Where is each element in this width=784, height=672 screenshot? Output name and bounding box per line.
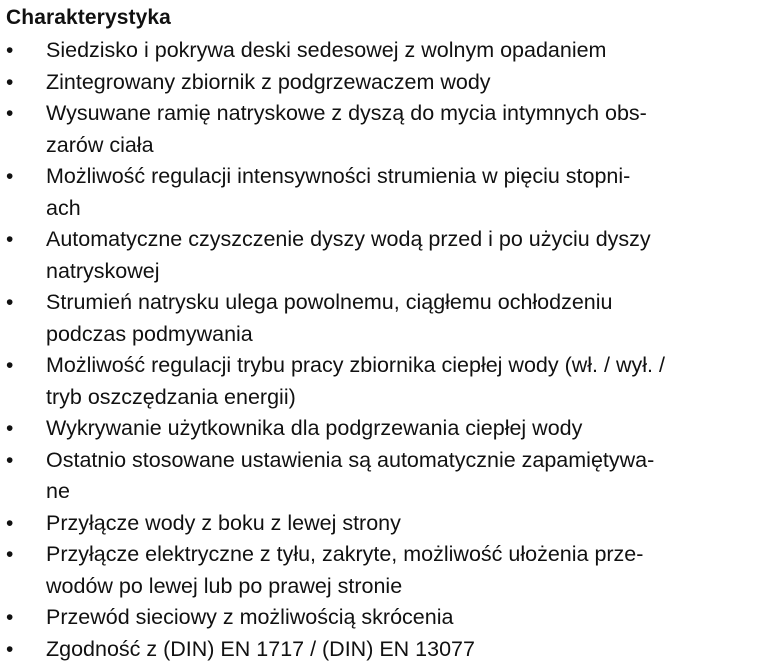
feature-item bbox=[6, 287, 776, 350]
feature-item bbox=[6, 413, 776, 445]
bullet-icon: • bbox=[6, 39, 14, 62]
feature-item bbox=[6, 602, 776, 634]
feature-text-line: tryb oszczędzania energii) bbox=[46, 384, 296, 409]
bullet-icon: • bbox=[6, 70, 14, 94]
feature-list bbox=[6, 35, 784, 665]
feature-item bbox=[6, 539, 776, 602]
bullet-icon: • bbox=[6, 417, 14, 440]
feature-text-line: Wykrywanie użytkownika dla podgrzewania ciepłej wody bbox=[46, 416, 583, 440]
feature-text-line: Przewód sieciowy z możliwością skrócenia bbox=[46, 605, 454, 629]
section-heading: Charakterystyka bbox=[6, 6, 171, 29]
bullet-icon: • bbox=[6, 354, 14, 377]
feature-text-line: Zgodność z (DIN) EN 1717 / (DIN) EN 13077 bbox=[46, 636, 475, 661]
feature-text-line: Siedzisko i pokrywa deski sedesowej z wolnym opadaniem bbox=[46, 38, 607, 62]
feature-item bbox=[6, 98, 776, 161]
feature-text-line: Możliwość regulacji trybu pracy zbiornika ciepłej wody (wł. / wył. / bbox=[46, 353, 665, 377]
bullet-icon: • bbox=[6, 543, 14, 566]
bullet-icon: • bbox=[6, 228, 14, 251]
bullet-icon: • bbox=[6, 606, 14, 629]
feature-item bbox=[6, 445, 776, 508]
feature-item bbox=[6, 35, 776, 67]
bullet-icon: • bbox=[6, 165, 14, 188]
feature-item bbox=[6, 350, 776, 413]
feature-text-line: Strumień natrysku ulega powolnemu, ciągłemu ochłodzeniu bbox=[46, 290, 613, 314]
feature-item bbox=[6, 508, 776, 540]
bullet-icon: • bbox=[6, 291, 14, 314]
feature-text-line: zarów ciała bbox=[46, 132, 154, 157]
feature-item bbox=[6, 224, 776, 287]
feature-text-line: Możliwość regulacji intensywności strumienia w pięciu stopni- bbox=[46, 164, 631, 188]
feature-text-line: wodów po lewej lub po prawej stronie bbox=[46, 573, 403, 598]
feature-text-line: podczas podmywania bbox=[46, 321, 253, 346]
feature-item bbox=[6, 67, 776, 99]
feature-text-line: Przyłącze elektryczne z tyłu, zakryte, możliwość ułożenia prze- bbox=[46, 542, 644, 566]
feature-text-line: Ostatnio stosowane ustawienia są automatycznie zapamiętywa- bbox=[46, 447, 655, 472]
feature-text-line: Automatyczne czyszczenie dyszy wodą przed i po użyciu dyszy bbox=[46, 227, 651, 251]
feature-text-line: Przyłącze wody z boku z lewej strony bbox=[46, 510, 401, 535]
feature-text-line: natryskowej bbox=[46, 258, 160, 283]
feature-item bbox=[6, 634, 776, 666]
bullet-icon: • bbox=[6, 511, 14, 535]
feature-text-line: Zintegrowany zbiornik z podgrzewaczem wody bbox=[46, 69, 491, 94]
bullet-icon: • bbox=[6, 637, 14, 661]
feature-text-line: ach bbox=[46, 195, 81, 220]
feature-text-line: ne bbox=[46, 479, 70, 503]
bullet-icon: • bbox=[6, 102, 14, 125]
feature-text-line: Wysuwane ramię natryskowe z dyszą do mycia intymnych obs- bbox=[46, 101, 647, 125]
feature-item bbox=[6, 161, 776, 224]
bullet-icon: • bbox=[6, 448, 14, 472]
